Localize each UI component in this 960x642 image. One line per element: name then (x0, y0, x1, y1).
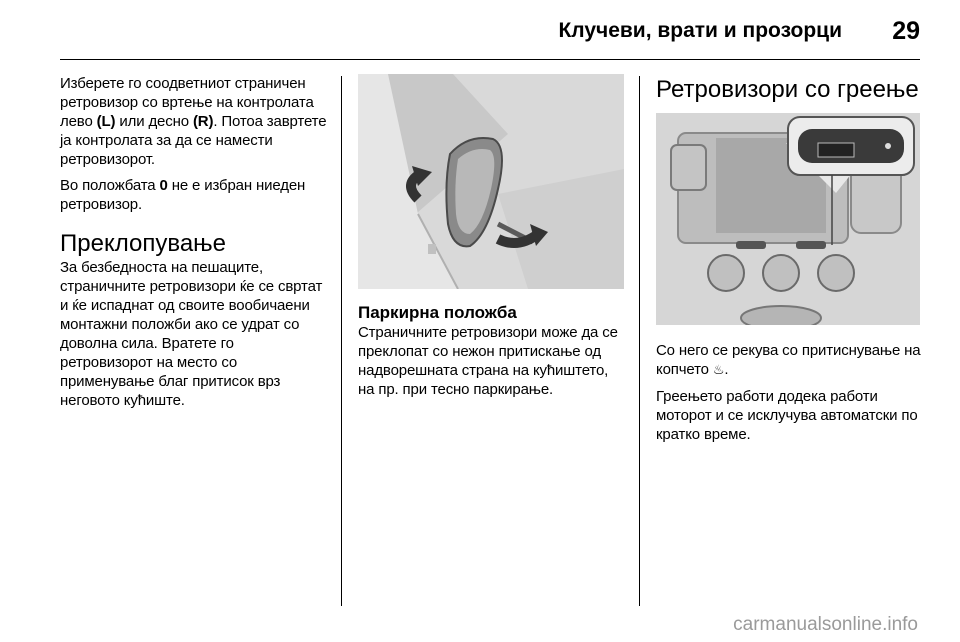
page-header (60, 0, 920, 60)
parking-position-paragraph: Страничните ретровизори може да се преклопат со нежон притискање од надворешната страна на кућиштето, на пр. при тесно паркирање. (358, 324, 618, 398)
heated-mirror-icon: ♨ (712, 363, 725, 378)
mirror-select-paragraph: Изберете го соодветниот страничен ретровизор со вртење на контролата лево (L) или десно (R). Потоа завртете ја контролата за да се намести ретровизорот. (60, 75, 327, 168)
mirror-fold-drawing (358, 74, 624, 289)
page-number: 29 (892, 17, 920, 45)
folding-paragraph: За безбедноста на пешаците, страничните ретровизори ќе се свртат и ќе испаднат од своите вообичаени монтажни положби ако се удрат со доволна сила. Вратете го ретровизорот на место со применување благ притисок врз неговото кућиште. (60, 259, 323, 409)
column-divider-1 (341, 76, 342, 606)
heated-mirror-button-illustration (656, 113, 920, 325)
watermark: carmanualsonline.info (733, 614, 918, 635)
column-1 (60, 74, 330, 417)
left-key: (L) (96, 113, 116, 130)
position-zero-paragraph: Во положбата 0 не е избран ниеден ретровизор. (60, 177, 306, 213)
parking-position-heading: Паркирна положба (358, 303, 517, 322)
heated-mirrors-heading: Ретровизори со греење (656, 76, 919, 103)
right-key: (R) (192, 113, 214, 130)
folding-heading: Преклопување (60, 230, 227, 257)
mirror-fold-illustration (358, 74, 624, 289)
column-2 (358, 74, 624, 406)
heated-mirrors-paragraph-1: Со него се рекува со притиснување на копчето ♨. (656, 342, 921, 378)
dashboard-drawing (656, 113, 920, 325)
heated-mirrors-paragraph-2: Греењето работи додека работи моторот и се исклучува автоматски по кратко време. (656, 388, 918, 443)
column-3 (656, 74, 922, 451)
zero-position: 0 (159, 177, 168, 194)
header-title: Клучеви, врати и прозорци (558, 19, 842, 42)
column-divider-2 (639, 76, 640, 606)
